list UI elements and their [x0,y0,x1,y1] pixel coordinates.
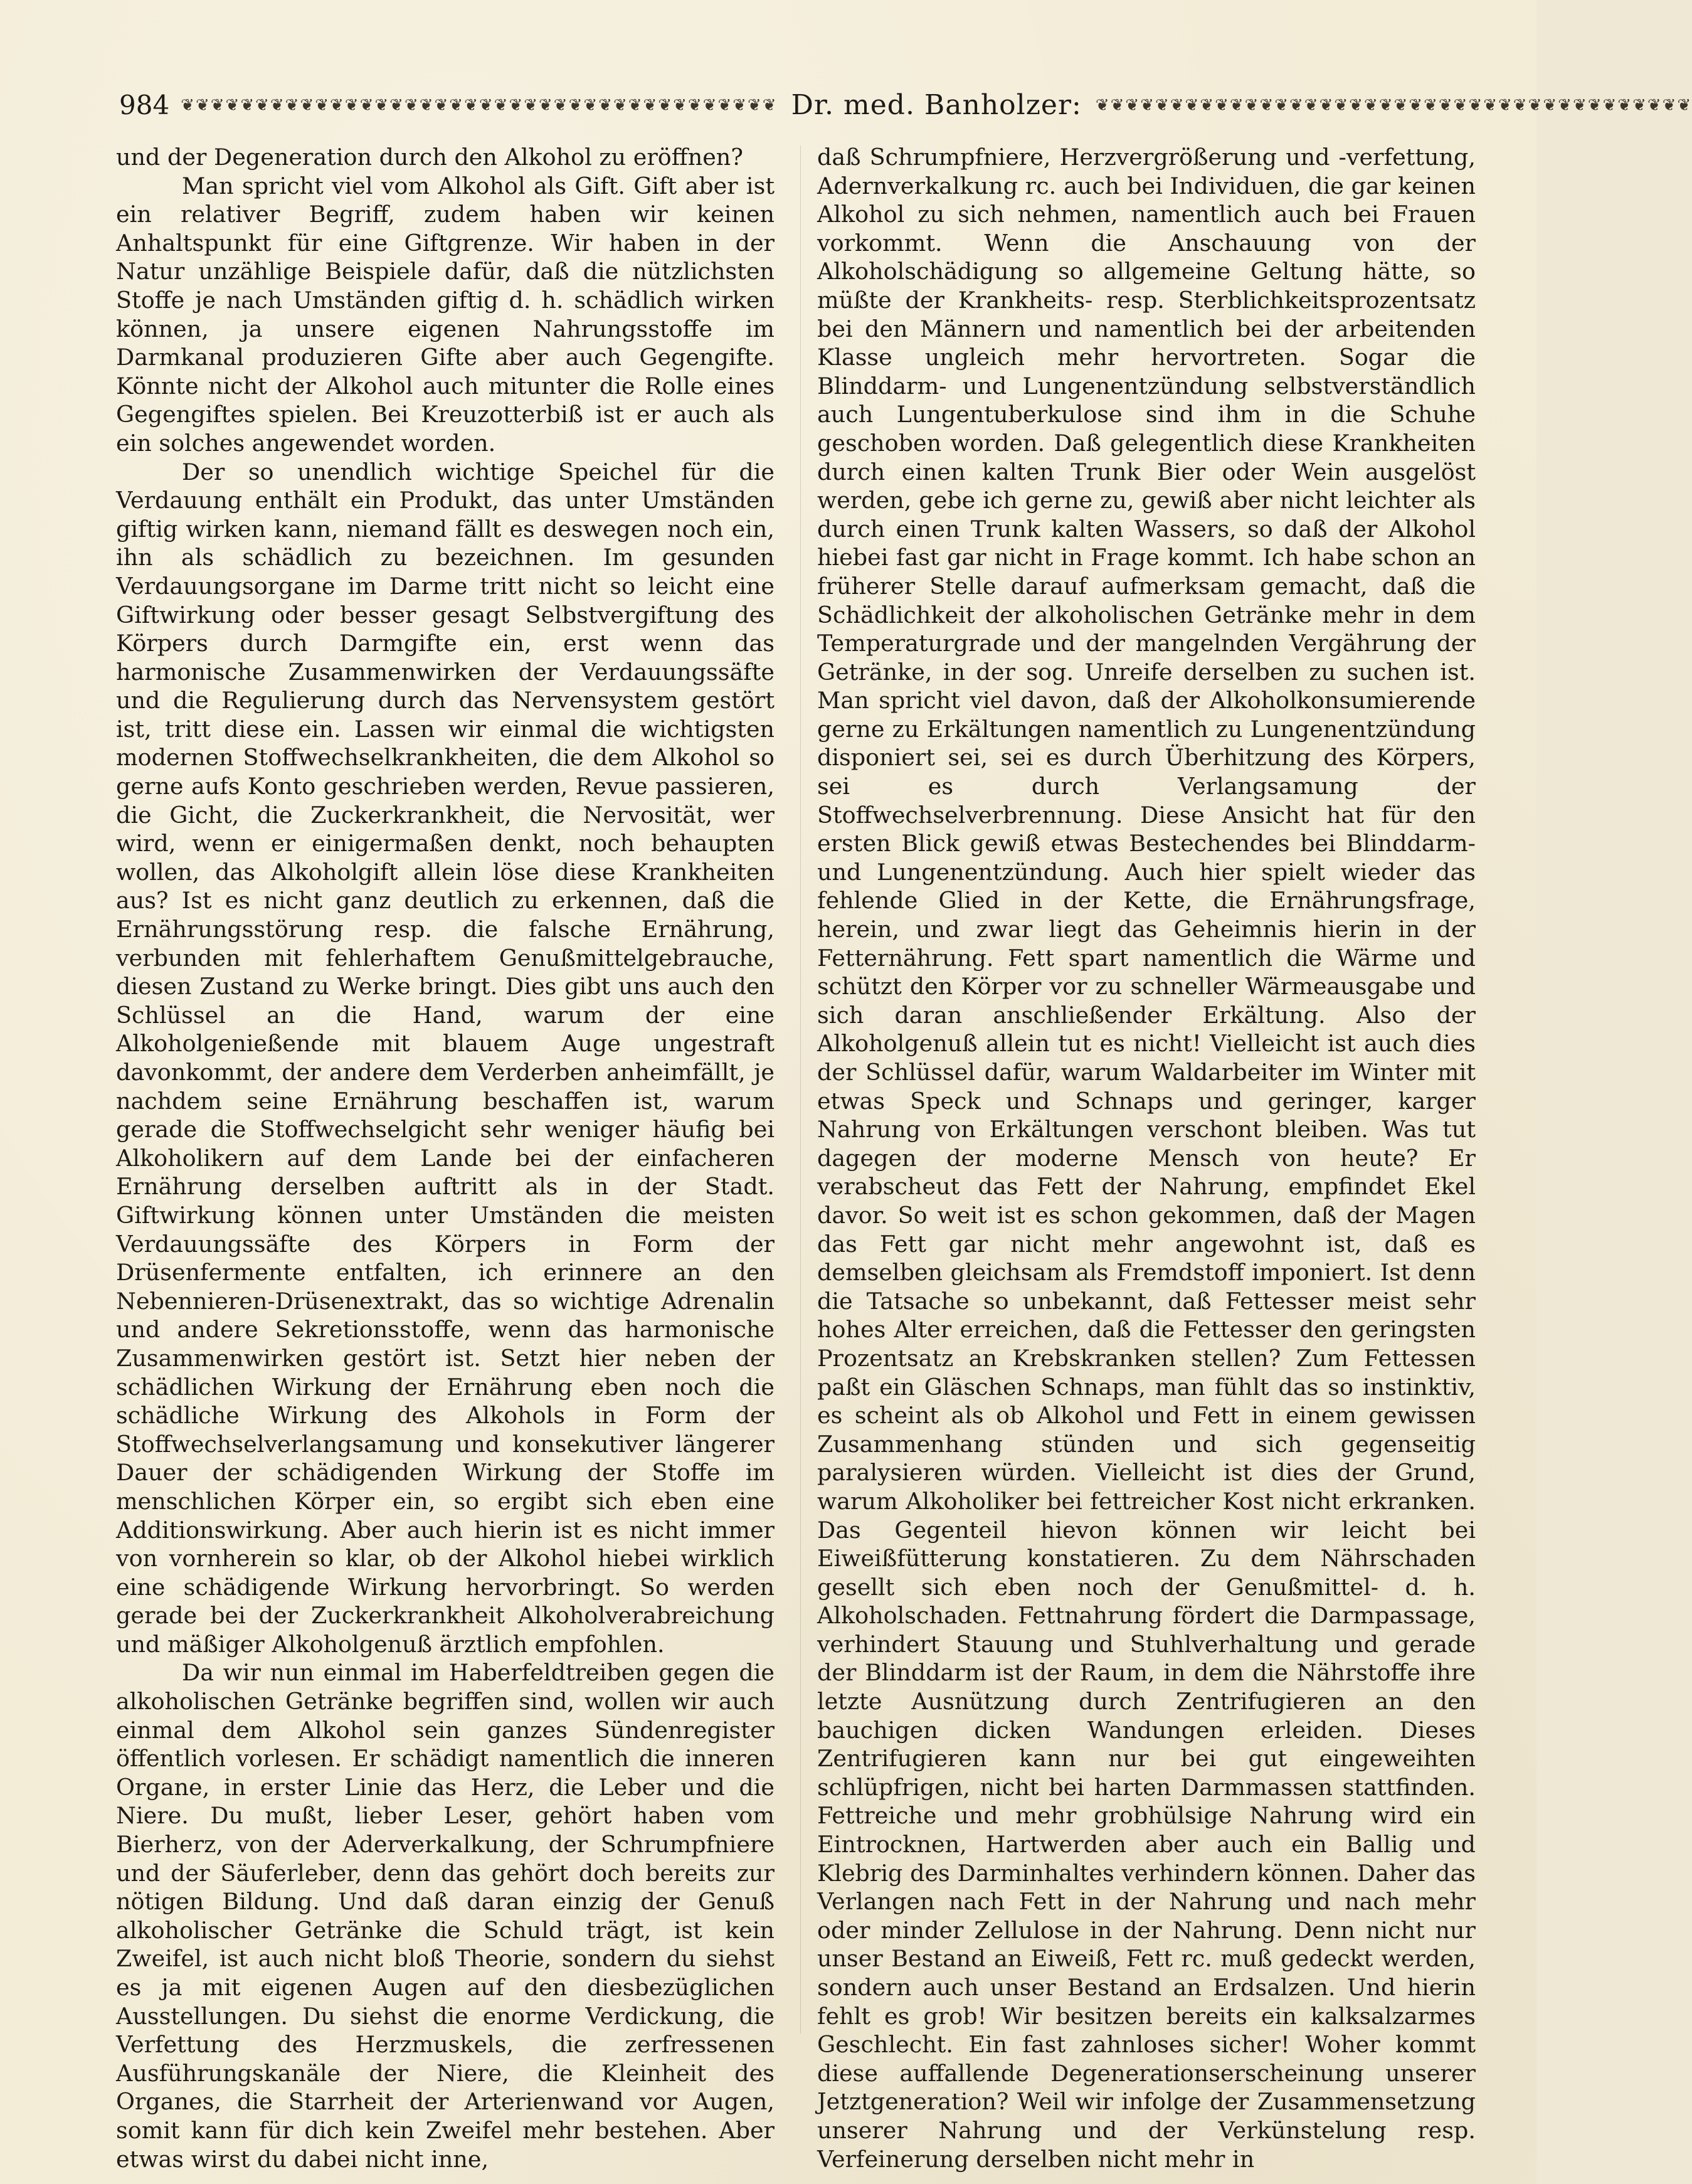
column-divider [800,146,801,2033]
running-head [119,87,1692,124]
text-column-left [116,143,775,2173]
page-number: 984 [119,90,170,120]
text-column-right [817,143,1476,2173]
running-title: Dr. med. Banholzer: [791,89,1082,121]
paragraph: Der so unendlich wichtige Speichel für die Verdauung enthält ein Produkt, das unter Umständen giftig wirken kann, niemand fällt es deswegen noch ein, ihn als schädlich zu bezeichnen. Im gesunden Verdauungsorgane im Darme tritt nicht so leicht eine Giftwirkung oder besser gesagt Selbstvergiftung des Körpers durch Darmgifte ein, erst wenn das harmonische Zusammenwirken der Verdauungssäfte und die Regulierung durch das Nervensystem gestört ist, tritt diese ein. Lassen wir einmal die wichtigsten modernen Stoffwechselkrankheiten, die dem Alkohol so gerne aufs Konto geschrieben werden, Revue passieren, die Gicht, die Zuckerkrankheit, die Nervosität, wer wird, wenn er einigermaßen denkt, noch behaupten wollen, das Alkoholgift allein löse diese Krankheiten aus? Ist es nicht ganz deutlich zu erkennen, daß die Ernährungsstörung resp. die falsche Ernährung, verbunden mit fehlerhaftem Genußmittelgebrauche, diesen Zustand zu Werke bringt. Dies gibt uns auch den Schlüssel an die Hand, warum der eine Alkoholgenießende mit blauem Auge ungestraft davonkommt, der andere dem Verderben anheimfällt, je nachdem seine Ernährung beschaffen ist, warum gerade die Stoffwechselgicht sehr weniger häufig bei Alkoholikern auf dem Lande bei der einfacheren Ernährung derselben auftritt als in der Stadt. Giftwirkung können unter Umständen die meisten Verdauungssäfte des Körpers in Form der Drüsenfermente entfalten, ich erinnere an den Nebennieren-Drüsenextrakt, das so wichtige Adrenalin und andere Sekretionsstoffe, wenn das harmonische Zusammenwirken gestört ist. Setzt hier neben der schädlichen Wirkung der Ernährung eben noch die schädliche Wirkung des Alkohols in Form der Stoffwechselverlangsamung und konsekutiver längerer Dauer der schädigenden Wirkung der Stoffe im menschlichen Körper ein, so ergibt sich eben eine Additionswirkung. Aber auch hierin ist es nicht immer von vornherein so klar, ob der Alkohol hiebei wirklich eine schädigende Wirkung hervorbringt. So werden gerade bei der Zuckerkrankheit Alkoholverabreichung und mäßiger Alkoholgenuß ärztlich empfohlen. [116,458,775,1658]
paragraph: daß Schrumpfniere, Herzvergrößerung und -verfettung, Adernverkalkung rc. auch bei Individuen, die gar keinen Alkohol zu sich nehmen, namentlich auch bei Frauen vorkommt. Wenn die Anschauung von der Alkoholschädigung so allgemeine Geltung hätte, so müßte der Krankheits- resp. Sterblichkeitsprozentsatz bei den Männern und namentlich bei der arbeitenden Klasse ungleich mehr hervortreten. Sogar die Blinddarm- und Lungenentzündung selbstverständlich auch Lungentuberkulose sind ihm in die Schuhe geschoben worden. Daß gelegentlich diese Krankheiten durch einen kalten Trunk Bier oder Wein ausgelöst werden, gebe ich gerne zu, gewiß aber nicht leichter als durch einen Trunk kalten Wassers, so daß der Alkohol hiebei fast gar nicht in Frage kommt. Ich habe schon an früherer Stelle darauf aufmerksam gemacht, daß die Schädlichkeit der alkoholischen Getränke mehr in dem Temperaturgrade und der mangelnden Vergährung der Getränke, in der sog. Unreife derselben zu suchen ist. Man spricht viel davon, daß der Alkoholkonsumierende gerne zu Erkältungen namentlich zu Lungenentzündung disponiert sei, sei es durch Überhitzung des Körpers, sei es durch Verlangsamung der Stoffwechselverbrennung. Diese Ansicht hat für den ersten Blick gewiß etwas Bestechendes bei Blinddarm- und Lungenentzündung. Auch hier spielt wieder das fehlende Glied in der Kette, die Ernährungsfrage, herein, und zwar liegt das Geheimnis hierin in der Fetternährung. Fett spart namentlich die Wärme und schützt den Körper vor zu schneller Wärmeausgabe und sich daran anschließender Erkältung. Also der Alkoholgenuß allein tut es nicht! Vielleicht ist auch dies der Schlüssel dafür, warum Waldarbeiter im Winter mit etwas Speck und Schnaps und geringer, karger Nahrung von Erkältungen verschont bleiben. Was tut dagegen der moderne Mensch von heute? Er verabscheut das Fett der Nahrung, empfindet Ekel davor. So weit ist es schon gekommen, daß der Magen das Fett gar nicht mehr angewohnt ist, daß es demselben gleichsam als Fremdstoff imponiert. Ist denn die Tatsache so unbekannt, daß Fettesser meist sehr hohes Alter erreichen, daß die Fettesser den geringsten Prozentsatz an Krebskranken stellen? Zum Fettessen paßt ein Gläschen Schnaps, man fühlt das so instinktiv, es scheint als ob Alkohol und Fett in einem gewissen Zusammenhang stünden und sich gegenseitig paralysieren würden. Vielleicht ist dies der Grund, warum Alkoholiker bei fettreicher Kost nicht erkranken. Das Gegenteil hievon können wir leicht bei Eiweißfütterung konstatieren. Zu dem Nährschaden gesellt sich eben noch der Genußmittel- d. h. Alkoholschaden. Fettnahrung fördert die Darmpassage, verhindert Stauung und Stuhlverhaltung und gerade der Blinddarm ist der Raum, in dem die Nährstoffe ihre letzte Ausnützung durch Zentrifugieren an den bauchigen dicken Wandungen erleiden. Dieses Zentrifugieren kann nur bei gut eingeweihten schlüpfrigen, nicht bei harten Darmmassen stattfinden. Fettreiche und mehr grobhülsige Nahrung wird ein Eintrocknen, Hartwerden aber auch ein Ballig und Klebrig des Darminhaltes verhindern können. Daher das Verlangen nach Fett in der Nahrung und nach mehr oder minder Zellulose in der Nahrung. Denn nicht nur unser Bestand an Eiweiß, Fett rc. muß gedeckt werden, sondern auch unser Bestand an Erdsalzen. Und hierin fehlt es grob! Wir besitzen bereits ein kalksalzarmes Geschlecht. Ein fast zahnloses sicher! Woher kommt diese auffallende Degenerationserscheinung unserer Jetztgeneration? Weil wir infolge der Zusammensetzung unserer Nahrung und der Verkünstelung resp. Verfeinerung derselben nicht mehr in [817,144,1476,2173]
paragraph: und der Degeneration durch den Alkohol zu eröffnen? [116,144,743,171]
ornament-rule-left: ❦❦❦❦❦❦❦❦❦❦❦❦❦❦❦❦❦❦❦❦❦❦❦❦❦❦❦❦❦❦❦❦❦❦❦❦❦❦❦❦ [181,96,778,115]
paragraph: Man spricht viel vom Alkohol als Gift. Gift aber ist ein relativer Begriff, zudem haben wir keinen Anhaltspunkt für eine Giftgrenze. Wir haben in der Natur unzählige Beispiele dafür, daß die nützlichsten Stoffe je nach Umständen giftig d. h. schädlich wirken können, ja unsere eigenen Nahrungsstoffe im Darmkanal produzieren Gifte aber auch Gegengifte. Könnte nicht der Alkohol auch mitunter die Rolle eines Gegengiftes spielen. Bei Kreuzotterbiß ist er auch als ein solches angewendet worden. [116,172,775,457]
ornament-rule-right: ❦❦❦❦❦❦❦❦❦❦❦❦❦❦❦❦❦❦❦❦❦❦❦❦❦❦❦❦❦❦❦❦❦❦❦❦❦❦❦❦ [1095,96,1692,115]
paragraph: Da wir nun einmal im Haberfeldtreiben gegen die alkoholischen Getränke begriffen sind, wollen wir auch einmal dem Alkohol sein ganzes Sündenregister öffentlich vorlesen. Er schädigt namentlich die inneren Organe, in erster Linie das Herz, die Leber und die Niere. Du mußt, lieber Leser, gehört haben vom Bierherz, von der Aderverkalkung, der Schrumpfniere und der Säuferleber, denn das gehört doch bereits zur nötigen Bildung. Und daß daran einzig der Genuß alkoholischer Getränke die Schuld trägt, ist kein Zweifel, ist auch nicht bloß Theorie, sondern du siehst es ja mit eigenen Augen auf den diesbezüglichen Ausstellungen. Du siehst die enorme Verdickung, die Verfettung des Herzmuskels, die zerfressenen Ausführungskanäle der Niere, die Kleinheit des Organes, die Starrheit der Arterienwand vor Augen, somit kann für dich kein Zweifel mehr bestehen. Aber etwas wirst du dabei nicht inne, [116,1659,775,2173]
